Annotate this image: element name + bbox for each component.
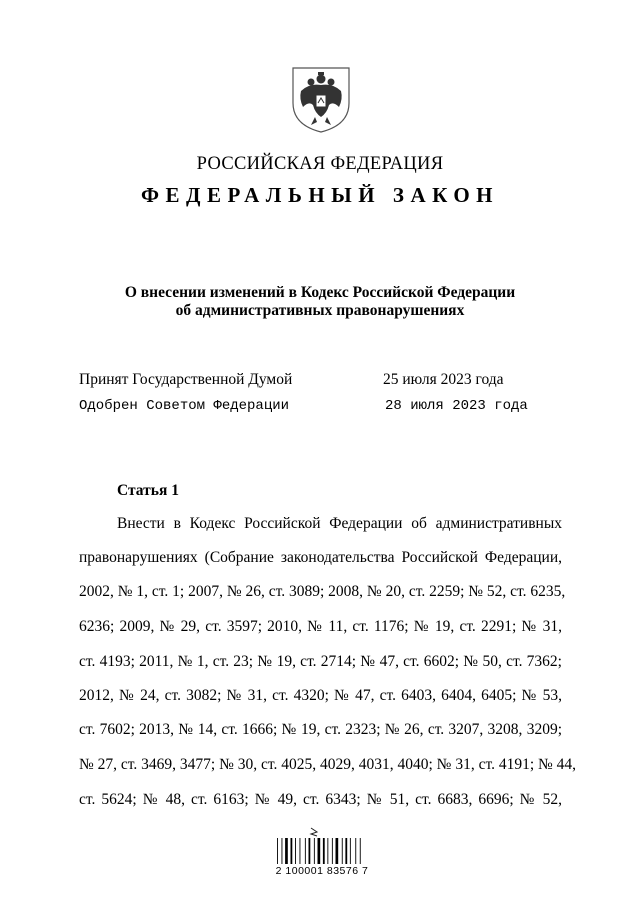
country-name: РОССИЙСКАЯ ФЕДЕРАЦИЯ [196,154,444,174]
council-approval-date: 28 июля 2023 года [385,398,528,414]
duma-adoption-label: Принят Государственной Думой [79,371,293,388]
article-text-line: ст. 4193; 2011, № 1, ст. 23; № 19, ст. 2714; № 47, ст. 6602; № 50, ст. 7362; [79,653,562,670]
article-text-line: № 27, ст. 3469, 3477; № 30, ст. 4025, 4029, 4031, 4040; № 31, ст. 4191; № 44, [79,756,577,773]
law-subject-line-2: об административных правонарушениях [175,302,465,319]
coat-of-arms-icon [289,65,353,135]
article-text-line: Внести в Кодекс Российской Федерации об административных [117,515,562,532]
article-title: Статья 1 [117,482,179,499]
duma-adoption-date: 25 июля 2023 года [383,371,504,388]
council-approval-label: Одобрен Советом Федерации [79,398,290,414]
article-text-line: 6236; 2009, № 29, ст. 3597; 2010, № 11, ст. 1176; № 19, ст. 2291; № 31, [79,618,562,635]
article-text-line: 2012, № 24, ст. 3082; № 31, ст. 4320; № 47, ст. 6403, 6404, 6405; № 53, [79,687,562,704]
article-text-line: правонарушениях (Собрание законодательства Российской Федерации, [79,549,562,566]
law-type-title: ФЕДЕРАЛЬНЫЙ ЗАКОН [141,183,499,207]
article-text-line: 2002, № 1, ст. 1; 2007, № 26, ст. 3089; 2008, № 20, ст. 2259; № 52, ст. 6235, [79,583,566,600]
barcode-number: 2 100001 83576 7 [275,865,369,877]
article-text-line: ст. 7602; 2013, № 14, ст. 1666; № 19, ст. 2323; № 26, ст. 3207, 3208, 3209; [79,721,562,738]
article-text-line: ст. 5624; № 48, ст. 6163; № 49, ст. 6343; № 51, ст. 6683, 6696; № 52, [79,791,562,808]
law-subject-line-1: О внесении изменений в Кодекс Российской Федерации [124,284,516,301]
